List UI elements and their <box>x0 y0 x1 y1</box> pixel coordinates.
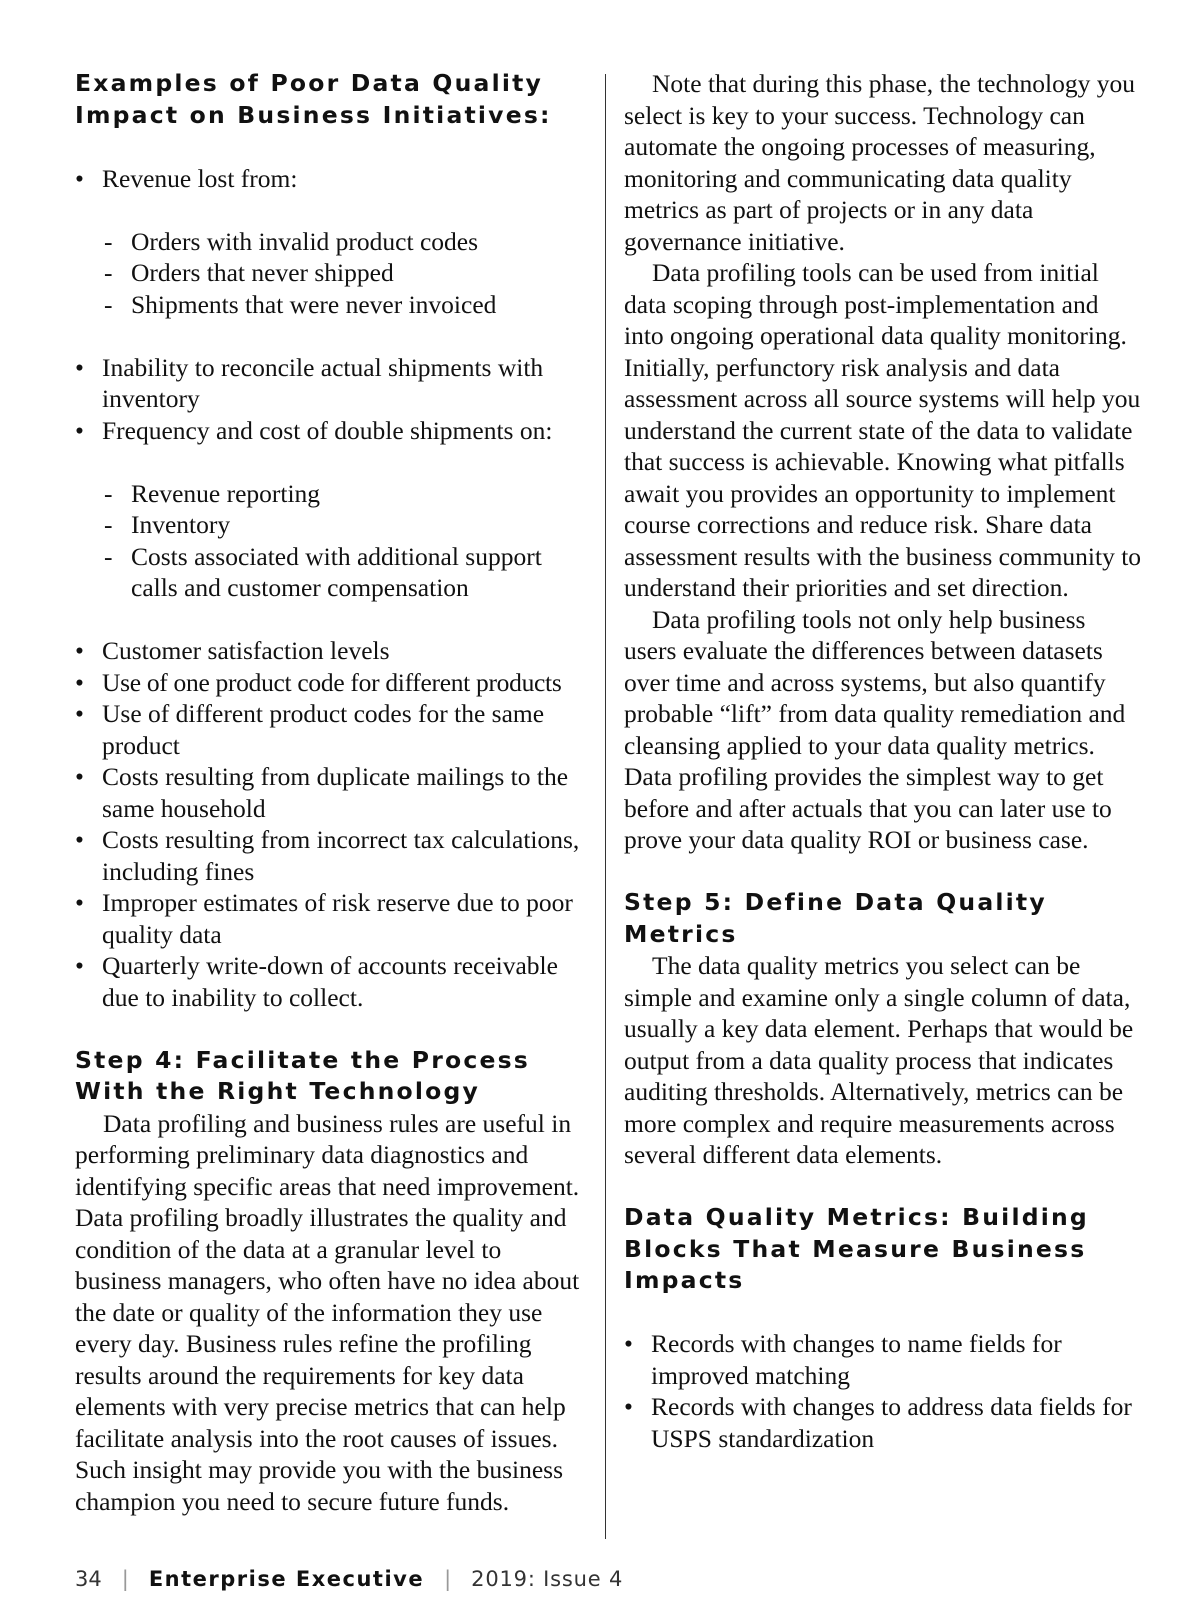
list-item: - Orders with invalid product codes <box>75 226 587 258</box>
heading-step4: Step 4: Facilitate the Process With the Right Technology <box>75 1045 530 1105</box>
bullet-list-revenue <box>75 163 587 195</box>
paragraph-profiling-tools: Data profiling tools can be used from initial data scoping through post-implementation and into ongoing operational data quality monitoring. Initially, perfunctory risk analysis and data assessment across all source systems will help you understand the current state of the data to validate that success is achievable. Knowing what pitfalls await you provides an opportunity to implement course corrections and reduce risk. Share data assessment results with the business community to understand their priorities and set direction. <box>624 258 1142 602</box>
step5-body: The data quality metrics you select can be simple and examine only a single column of data, usually a key data element. Perhaps that would be output from a data quality process that indicates auditing thresholds. Alternatively, metrics can be more complex and require measurements across several different data elements. <box>624 951 1134 1169</box>
page-footer <box>75 1567 623 1591</box>
issue-label: 2019: Issue 4 <box>471 1567 624 1591</box>
footer-separator: | <box>121 1567 129 1591</box>
list-item: - Inventory <box>75 509 587 541</box>
bullet-list-impacts <box>75 635 587 1013</box>
list-item: - Orders that never shipped <box>75 257 587 289</box>
list-item: • Records with changes to address data fields for USPS standardization <box>624 1391 1144 1454</box>
dash-list-double-shipments <box>75 478 587 604</box>
column-divider <box>605 74 606 1539</box>
list-item: • Costs resulting from duplicate mailings to the same household <box>75 761 587 824</box>
heading-examples: Examples of Poor Data Quality Impact on Business Initiatives: <box>75 69 552 129</box>
left-column <box>75 68 587 1517</box>
list-item: - Revenue reporting <box>75 478 587 510</box>
list-item: - Costs associated with additional support calls and customer compensation <box>75 541 587 604</box>
right-column <box>624 68 1144 1454</box>
page-number: 34 <box>75 1567 102 1591</box>
heading-metrics: Data Quality Metrics: Building Blocks That Measure Business Impacts <box>624 1203 1089 1294</box>
list-item: • Use of one product code for different products <box>75 667 587 699</box>
footer-separator: | <box>444 1567 452 1591</box>
heading-step5: Step 5: Define Data Quality Metrics <box>624 888 1047 948</box>
list-item: • Improper estimates of risk reserve due to poor quality data <box>75 887 587 950</box>
dash-list-revenue <box>75 226 587 321</box>
paragraph-technology: Note that during this phase, the technology you select is key to your success. Technology can automate the ongoing processes of measuring, monitoring and communicating data quality metrics as part of projects or in any data governance initiative. <box>624 69 1135 256</box>
list-item: • Inability to reconcile actual shipments with inventory <box>75 352 587 415</box>
list-item: • Costs resulting from incorrect tax calculations, including fines <box>75 824 587 887</box>
bullet-list-metrics <box>624 1328 1144 1454</box>
list-item: • Customer satisfaction levels <box>75 635 587 667</box>
list-item: • Records with changes to name fields for improved matching <box>624 1328 1144 1391</box>
list-item: • Revenue lost from: <box>75 163 587 195</box>
bullet-list-middle <box>75 352 587 447</box>
paragraph-profiling-lift: Data profiling tools not only help business users evaluate the differences between datasets over time and across systems, but also quantify probable “lift” from data quality remediation and cleansing applied to your data quality metrics. Data profiling provides the simplest way to get before and after actuals that you can later use to prove your data quality ROI or business case. <box>624 604 1126 854</box>
step4-body: Data profiling and business rules are useful in performing preliminary data diagnostics and identifying specific areas that need improvement. Data profiling broadly illustrates the quality and condition of the data at a granular level to business managers, who often have no idea about the date or quality of the information they use every day. Business rules refine the profiling results around the requirements for key data elements with very precise metrics that can help facilitate analysis into the root causes of issues. Such insight may provide you with the business champion you need to secure future funds. <box>75 1108 580 1516</box>
list-item: - Shipments that were never invoiced <box>75 289 587 321</box>
magazine-title: Enterprise Executive <box>148 1567 425 1591</box>
list-item: • Use of different product codes for the same product <box>75 698 587 761</box>
list-item: • Quarterly write-down of accounts receivable due to inability to collect. <box>75 950 587 1013</box>
list-item: • Frequency and cost of double shipments on: <box>75 415 587 447</box>
